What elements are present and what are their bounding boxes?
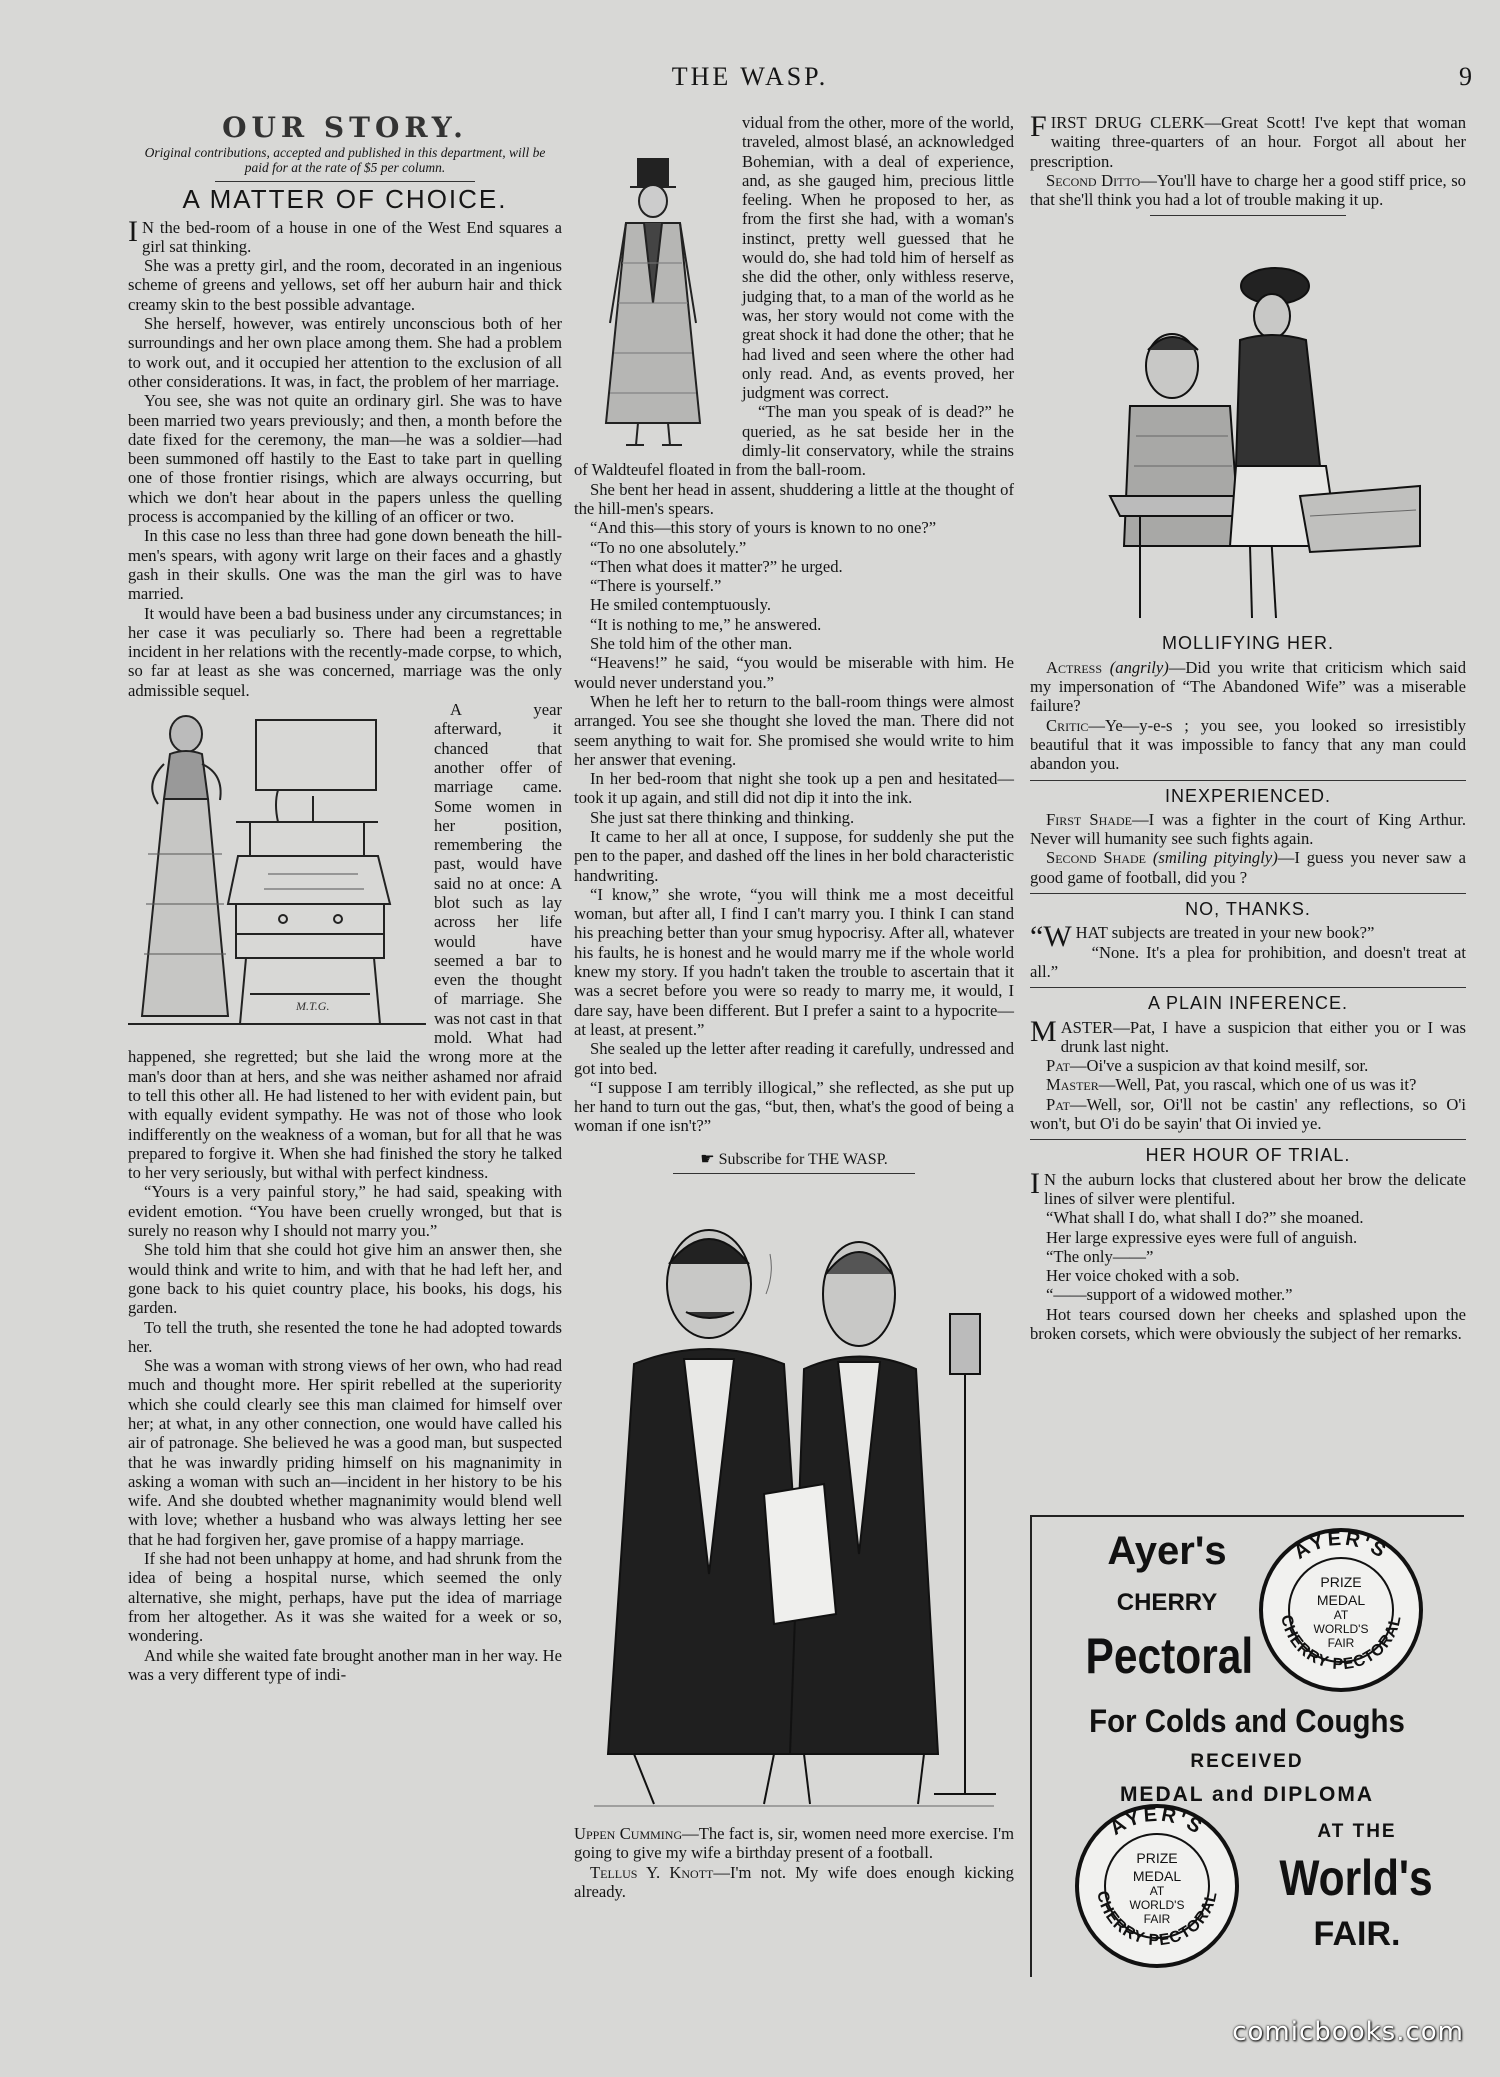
ad-cherry: CHERRY bbox=[1116, 1589, 1218, 1616]
joke-title: MOLLIFYING HER. bbox=[1161, 633, 1335, 654]
svg-text:CHERRY PECTORAL: CHERRY PECTORAL bbox=[1093, 1889, 1221, 1950]
svg-text:AYER'S: AYER'S bbox=[1106, 1803, 1208, 1840]
ayers-pectoral-advertisement bbox=[1030, 1515, 1464, 1977]
svg-text:MEDAL: MEDAL bbox=[1316, 1592, 1366, 1608]
prize-medal-icon bbox=[1256, 1525, 1426, 1695]
ad-medal-diploma: MEDAL and DIPLOMA bbox=[1119, 1783, 1375, 1806]
story-paragraph: She just sat there thinking and thinking. bbox=[590, 807, 855, 827]
joke-drug-clerk: FIRST DRUG CLERK—Great Scott! I've kept that woman waiting three-quarters of an hour. Forgot all about her prescription. bbox=[1030, 110, 1466, 171]
page-number: 9 bbox=[1459, 62, 1472, 91]
story-paragraph: She herself, however, was entirely unconscious both of her surroundings and her own place among them. She had a problem to work out, and it occupied her attention to the exclusion of all other considerations. It was, in fact, the problem of her marriage. bbox=[128, 314, 562, 391]
subscribe-notice: ☛ Subscribe for THE WASP. bbox=[700, 1150, 888, 1168]
illustration-actress-and-critic bbox=[1100, 246, 1466, 626]
ad-at-the: AT THE bbox=[1317, 1821, 1397, 1842]
story-paragraph: “I suppose I am terribly illogical,” she reflected, as she put up her hand to turn out the gas, “but, then, what's the good of being a woman if one isn't?” bbox=[574, 1077, 1014, 1136]
story-paragraph: She told him that she could hot give him an answer then, she would think and write to him, and with that he had left her, and gone back to his quiet country place, his books, his dogs, his garden. bbox=[128, 1240, 562, 1318]
cartoon-caption-line: Uppen Cumming—The fact is, sir, women need more exercise. I'm going to give my wife a birthday present of a football. bbox=[574, 1824, 1014, 1863]
joke-line: “What shall I do, what shall I do?” she moaned. bbox=[1046, 1208, 1364, 1228]
illustration-man-in-coat bbox=[582, 153, 732, 453]
ad-worlds: World's bbox=[1279, 1850, 1433, 1906]
story-paragraph: She bent her head in assent, shuddering a little at the thought of the hill-men's spears. bbox=[574, 479, 1014, 518]
site-watermark: comicbooks.com bbox=[1232, 2017, 1464, 2047]
story-title: A MATTER OF CHOICE. bbox=[182, 184, 508, 215]
svg-text:MEDAL: MEDAL bbox=[1132, 1868, 1182, 1884]
svg-text:AYER'S: AYER'S bbox=[1290, 1527, 1392, 1564]
svg-text:AT: AT bbox=[1149, 1884, 1165, 1898]
story-paragraph: She was a woman with strong views of her own, who had read much and thought more. Her spirit rebelled at the superiority which she could clearly see this man claimed for himself over her; at what, in any other connection, one would have called his air of patronage. She believed he was a good man, but suspected that he was inwardly priding himself on his magnanimity in asking a woman with such an—incident in her history to be his wife. And she doubted whether magnanimity would blend well with love; whether a husband who was always letting her see that he had forgiven her, gave promise of a happy marriage. bbox=[128, 1356, 562, 1549]
svg-text:PRIZE: PRIZE bbox=[1136, 1850, 1178, 1866]
column-3 bbox=[1030, 110, 1466, 1343]
column-1 bbox=[128, 110, 562, 1684]
joke-line: “None. It's a plea for prohibition, and doesn't treat at all.” bbox=[1030, 942, 1466, 981]
illustration-woman-at-desk bbox=[128, 704, 426, 1036]
story-paragraph: “To no one absolutely.” bbox=[590, 537, 747, 557]
story-paragraph: “Yours is a very painful story,” he had said, speaking with evident emotion. “You have been cruelly wronged, but that is surely no reason why I should not marry you.” bbox=[128, 1182, 562, 1241]
joke-line: Hot tears coursed down her cheeks and splashed upon the broken corsets, which were obviously the subject of her remarks. bbox=[1030, 1304, 1466, 1343]
story-paragraph: In her bed-room that night she took up a pen and hesitated—took it up again, and still did not dip it into the ink. bbox=[574, 769, 1014, 808]
svg-text:FAIR: FAIR bbox=[1327, 1636, 1355, 1650]
joke-line: I N the auburn locks that clustered about her brow the delicate lines of silver were plentiful. bbox=[1030, 1166, 1466, 1208]
svg-text:FAIR: FAIR bbox=[1143, 1912, 1171, 1926]
divider bbox=[673, 1173, 915, 1174]
svg-text:WORLD'S: WORLD'S bbox=[1129, 1898, 1185, 1912]
joke-title: HER HOUR OF TRIAL. bbox=[1145, 1145, 1351, 1166]
joke-line: Master—Well, Pat, you rascal, which one of us was it? bbox=[1046, 1075, 1417, 1095]
story-paragraph: “The man you speak of is dead?” he queried, as he sat beside her in the dimly-lit conservatory, while the strains of Waldteufel floated in from the ball-room. bbox=[574, 402, 1014, 480]
story-paragraph: vidual from the other, more of the world, traveled, almost blasé, an acknowledged Bohemian, with a deal of experience, and, as she gauged him, precious little feeling. When he proposed to her, as from the first she had, with a woman's instinct, pretty well guessed that he would do, she had told him of herself as she did the other, only withless reserve, judging that, to a man of the world as he was, her story would not come with the great shock it had done the other; that he had lived and seen where the other had only read. And, as events proved, her judgment was correct. bbox=[742, 113, 1014, 403]
divider bbox=[1030, 780, 1466, 781]
svg-text:WORLD'S: WORLD'S bbox=[1313, 1622, 1369, 1636]
joke-line: Her large expressive eyes were full of anguish. bbox=[1046, 1227, 1358, 1247]
drop-cap: I bbox=[128, 214, 138, 248]
joke-line: Critic—Ye—y-e-s ; you see, you looked so irresistibly beautiful that it was impossible to fancy that any man could abandon you. bbox=[1030, 715, 1466, 774]
story-paragraph: “There is yourself.” bbox=[590, 576, 722, 596]
pointing-hand-icon: ☛ bbox=[700, 1150, 715, 1168]
joke-line: Second Shade (smiling pityingly)—I guess you never saw a good game of football, did you ? bbox=[1030, 848, 1466, 887]
joke-title: INEXPERIENCED. bbox=[1164, 785, 1332, 806]
ad-received: RECEIVED bbox=[1190, 1751, 1304, 1772]
story-paragraph: “It is nothing to me,” he answered. bbox=[590, 614, 822, 634]
divider bbox=[1030, 893, 1466, 894]
story-paragraph: It would have been a bad business under any circumstances; in her case it was peculiarly so. There had been a regrettable incident in her relations with the recently-made corpse, to which, so far at least as she was concerned, marriage was the only admissible sequel. bbox=[128, 603, 562, 700]
joke-line: Pat—Oi've a suspicion av that koind mesilf, sor. bbox=[1046, 1056, 1369, 1076]
divider bbox=[215, 181, 475, 182]
ad-pectoral: Pectoral bbox=[1085, 1628, 1254, 1684]
joke-line: First Shade—I was a fighter in the court of King Arthur. Never will humanity see such fights again. bbox=[1030, 809, 1466, 849]
svg-text:AT: AT bbox=[1333, 1608, 1349, 1622]
story-first-paragraph: I N the bed-room of a house in one of the West End squares a girl sat thinking. bbox=[128, 214, 562, 256]
joke-line: “The only——” bbox=[1046, 1246, 1154, 1266]
joke-line: “——support of a widowed mother.” bbox=[1046, 1285, 1293, 1305]
story-paragraph: “I know,” she wrote, “you will think me a most deceitful woman, but after all, I find I can't marry you. I think I can stand his preaching better than your smug hypocrisy. After all, whatever his faults, he is honest and he would marry me if the whole world knew my story. If you hadn't taken the trouble to ascertain that it was a secret before you were so ready to marry me, it would, I dare say, have been different. But I prefer a saint to a hypocrite—at least, at present.” bbox=[574, 884, 1014, 1039]
joke-line: MASTER—Pat, I have a suspicion that either you or I was drunk last night. bbox=[1030, 1014, 1466, 1056]
divider bbox=[1150, 215, 1346, 216]
cartoon-two-gentlemen bbox=[574, 1194, 1014, 1814]
joke-line: “WHAT subjects are treated in your new book?” bbox=[1030, 920, 1375, 954]
prize-medal-icon bbox=[1072, 1801, 1242, 1971]
joke-drug-clerk-reply: Second Ditto—You'll have to charge her a good stiff price, so that she'll think you had a lot of trouble making it up. bbox=[1030, 170, 1466, 210]
story-paragraph: She sealed up the letter after reading it carefully, undressed and got into bed. bbox=[574, 1039, 1014, 1078]
section-note: Original contributions, accepted and published in this department, will be paid for at the rate of $5 per column. bbox=[144, 145, 546, 176]
column-2 bbox=[574, 113, 1014, 1901]
section-heading: OUR STORY. bbox=[222, 111, 468, 144]
story-paragraph: You see, she was not quite an ordinary girl. She was to have been married two years previously; and then, a month before the date fixed for the ceremony, the man—he was a soldier—had been summoned off hastily to the East to take part in quelling one of those frontier risings, which are always occurring, but which we don't hear about in the papers unless the quelling process is accompanied by the killing of an officer or two. bbox=[128, 391, 562, 527]
story-paragraph: “Heavens!” he said, “you would be miserable with him. He would never understand you.” bbox=[574, 653, 1014, 692]
svg-text:CHERRY PECTORAL: CHERRY PECTORAL bbox=[1277, 1613, 1405, 1674]
ad-colds-coughs: For Colds and Coughs bbox=[1089, 1703, 1405, 1739]
joke-line: Her voice choked with a sob. bbox=[1046, 1266, 1240, 1286]
story-paragraph: It came to her all at once, I suppose, for suddenly she put the pen to the paper, and dashed off the lines in her bold characteristic handwriting. bbox=[574, 826, 1014, 885]
story-paragraph: She was a pretty girl, and the room, decorated in an ingenious scheme of greens and yellows, set off her auburn hair and thick creamy skin to the best possible advantage. bbox=[128, 256, 562, 314]
story-paragraph: She told him of the other man. bbox=[590, 634, 793, 654]
story-paragraph: “And this—this story of yours is known to no one?” bbox=[590, 518, 937, 538]
illustration-signature: M.T.G. bbox=[296, 999, 330, 1014]
joke-line: Pat—Well, sor, Oi'll not be castin' any reflections, so O'i won't, but O'i do be sayin' that Oi invied ye. bbox=[1030, 1094, 1466, 1134]
story-paragraph: He smiled contemptuously. bbox=[590, 595, 771, 615]
story-paragraph: To tell the truth, she resented the tone he had adopted towards her. bbox=[128, 1317, 562, 1356]
divider bbox=[1030, 1139, 1466, 1140]
cartoon-caption-line: Tellus Y. Knott—I'm not. My wife does enough kicking already. bbox=[574, 1862, 1014, 1901]
joke-title: NO, THANKS. bbox=[1185, 899, 1311, 920]
masthead: THE WASP. bbox=[671, 62, 829, 91]
divider bbox=[1030, 987, 1466, 988]
story-paragraph: And while she waited fate brought another man in her way. He was a very different type of indi- bbox=[128, 1645, 562, 1684]
story-paragraph: A year afterward, it chanced that another offer of marriage came. Some women in her position, remembering the past, would have said no at once: A blot such as lay across her life would have seemed a bar to even the thought of marriage. She was not cast in that mold. What had happened, she regretted; but she laid the wrong more at the man's door than at hers, and she was neither ashamed nor afraid to tell this other all. He had listened to her with evident pain, but with equally evident sympathy. He was not of those who look indifferently on the weakness of a woman, but for all that he was prepared to forgive it. When she had finished the story he talked to her very seriously, but withal with perfect kindness. bbox=[128, 700, 562, 1183]
ad-brand: Ayer's bbox=[1107, 1529, 1227, 1573]
joke-title: A PLAIN INFERENCE. bbox=[1147, 993, 1349, 1014]
joke-line: Actress (angrily)—Did you write that criticism which said my impersonation of “The Abandoned Wife” was a miserable failure? bbox=[1030, 657, 1466, 716]
story-paragraph: “Then what does it matter?” he urged. bbox=[590, 556, 843, 576]
story-paragraph: If she had not been unhappy at home, and had shrunk from the idea of being a hospital nurse, which seemed the only alternative, she might, perhaps, have put the idea of marriage from her altogether. As it was she waited for a week or so, wondering. bbox=[128, 1549, 562, 1646]
svg-text:PRIZE: PRIZE bbox=[1320, 1574, 1362, 1590]
story-paragraph: When he left her to return to the ball-room things were almost arranged. You see she thought she loved the man. There did not seem anything to wait for. She promised she would write to him her answer that evening. bbox=[574, 691, 1014, 769]
ad-fair: FAIR. bbox=[1313, 1915, 1401, 1953]
story-paragraph: In this case no less than three had gone down beneath the hill-men's spears, with agony writ large on their faces and a ghastly gash in their skulls. One was the man the girl was to have married. bbox=[128, 526, 562, 604]
